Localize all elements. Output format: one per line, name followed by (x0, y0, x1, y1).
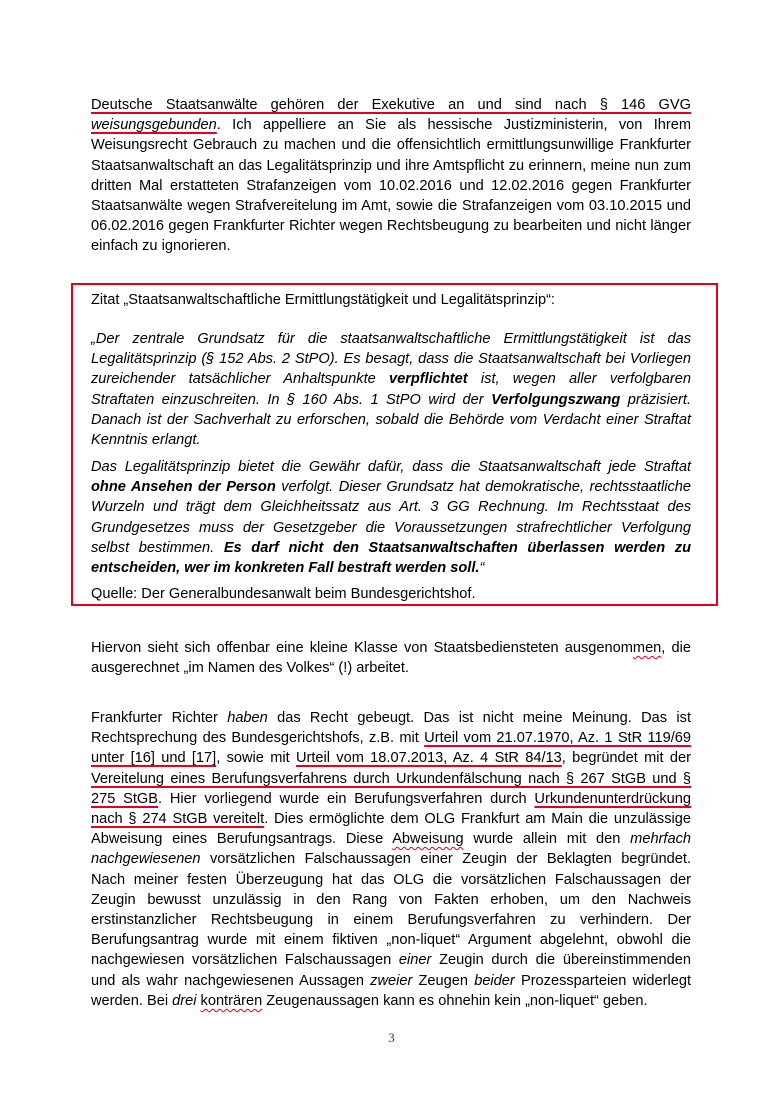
underlined-phrase-italic: weisungsgebunden (91, 117, 217, 134)
underlined-citation: Urteil vom 18.07.2013, Az. 4 StR 84/13 (295, 750, 562, 767)
underlined-citation: Vereitelung eines Berufungsverfahrens durch Urkundenfälschung nach § 267 StGB und § 275 StGB (91, 770, 691, 807)
quote-text: “ (479, 560, 485, 577)
spellcheck-word: konträren (200, 992, 263, 1009)
paragraph-text: Frankfurter Richter (91, 710, 228, 726)
quote-bold: Verfolgungszwang (491, 391, 621, 408)
quote-bold: verpflichtet (388, 371, 468, 388)
italic-word: einer (398, 952, 432, 969)
paragraph-class-exception (91, 638, 691, 678)
italic-word: haben (227, 710, 268, 726)
paragraph-judges (91, 708, 691, 1011)
quote-text: verfolgt. Dieser Grundsatz hat demokratische, rechtsstaatliche Wurzeln und trägt dem Gleichheitssatz aus Art. 3 GG Rechnung. Im Rechtsstaat des Grundgesetzes muss der Gesetzgeber die Voraussetzungen strafrechtlicher Verfolgung selbst bestimmen. (91, 479, 691, 556)
quote-box (71, 283, 718, 606)
quote-text: Das Legalitätsprinzip bietet die Gewähr dafür, dass die Staatsanwaltschaft jede Straftat (91, 459, 691, 475)
quote-body-1 (91, 329, 691, 450)
underlined-citation: Urkundenunterdrückung nach § 274 StGB vereitelt (91, 790, 691, 828)
paragraph-text: . Hier vorliegend wurde ein Berufungsverfahren durch (158, 790, 535, 807)
italic-word: drei (172, 992, 197, 1009)
italic-word: beider (474, 972, 515, 989)
quote-text: „Der zentrale Grundsatz für die staatsanwaltschaftliche Ermittlungstätigkeit ist das Legalitätsprinzip (§ 152 Abs. 2 StPO). Es besagt, dass die Staatsanwaltschaft bei Vorliegen zureichender tatsächlicher Anhaltspunkte (91, 331, 691, 388)
paragraph-text: wurde allein mit den (463, 831, 631, 848)
paragraph-text: Hiervon sieht sich offenbar eine kleine Klasse von Staatsbediensteten ausgenom (91, 640, 633, 656)
paragraph-text: , sowie mit (216, 750, 296, 767)
paragraph-text: Prozessparteien widerlegt werden. Bei (91, 972, 691, 1009)
paragraph-text: Zeugin durch die übereinstimmenden und als wahr nachgewiesenen Aussagen (91, 952, 691, 989)
paragraph-text: vorsätzlichen Falschaussagen einer Zeugin der Beklagten begründet. Nach meiner festen Überzeugung hat das OLG die vorsätzlichen Falschaussagen der Zeugin bewusst unzulässig in den Rang von Fakten erhoben, um den Nachweis erstinstanzlicher Rechtsbeugung in einem Berufungsverfahren zu verhindern. Der Berufungsantrag wurde mit einem fiktiven „non-liquet“ Argument abgelehnt, obwohl die nachgewiesen vorsätzlichen Falschaussagen (91, 851, 691, 969)
italic-word: zweier (370, 972, 413, 989)
underlined-citation: Urteil vom 21.07.1970, Az. 1 StR 119/69 unter [16] und [17] (91, 730, 692, 767)
quote-bold: ohne Ansehen der Person (91, 479, 276, 496)
quote-body-2 (91, 457, 691, 578)
quote-text: ist, wegen aller verfolgbaren Straftaten einzuschreiten. In § 160 Abs. 1 StPO wird der (91, 371, 691, 408)
spellcheck-word: Abweisung (392, 831, 464, 848)
quote-title: Zitat „Staatsanwaltschaftliche Ermittlungstätigkeit und Legalitätsprinzip“: (91, 292, 555, 308)
paragraph-text: , begründet mit der (561, 750, 691, 767)
quote-text: präzisiert. Danach ist der Sachverhalt zu erforschen, sobald die Behörde vom Verdacht einer Straftat Kenntnis erlangt. (91, 391, 692, 449)
paragraph-text: Zeugen (412, 972, 475, 989)
quote-source: Quelle: Der Generalbundesanwalt beim Bundesgerichtshof. (91, 586, 476, 602)
paragraph-text: . Ich appelliere an Sie als hessische Justizministerin, von Ihrem Weisungsrecht Gebrauch zu machen und die offensichtlich ermittlungsunwillige Frankfurter Staatsanwaltschaft an das Legalitätsprinzip und ihre Amtspflicht zu erinnern, meine nun zum dritten Mal erstatteten Strafanzeigen vom 10.02.2016 und 12.02.2016 gegen Frankfurter Staatsanwälte wegen Strafvereitelung im Amt, sowie die Strafanzeigen vom 03.10.2015 und 06.02.2016 gegen Frankfurter Richter wegen Rechtsbeugung zu bearbeiten und nicht länger einfach zu ignorieren. (91, 117, 691, 255)
paragraph-text: , die ausgerechnet „im Namen des Volkes“ (!) arbeitet. (91, 640, 691, 677)
paragraph-text: . Dies ermöglichte dem OLG Frankfurt am Main die unzulässige Abweisung eines Berufungsantrags. Diese (91, 811, 691, 848)
underlined-phrase: Deutsche Staatsanwälte gehören der Exekutive an und sind nach § 146 GVG (91, 97, 691, 113)
spellcheck-word: men (632, 640, 662, 656)
italic-word: mehrfach nachgewiesenen (91, 831, 692, 868)
paragraph-appeal (91, 95, 691, 257)
paragraph-text: das Recht gebeugt. Das ist nicht meine Meinung. Das ist Rechtsprechung des Bundesgerichtshofs, z.B. mit (91, 710, 691, 747)
paragraph-text: Zeugenaussagen kann es ohnehin kein „non-liquet“ geben. (262, 992, 648, 1009)
quote-bold: Es darf nicht den Staatsanwaltschaften überlassen werden zu entscheiden, wer im konkreten Fall bestraft werden soll. (91, 539, 691, 577)
page-number: 3 (388, 1030, 395, 1045)
